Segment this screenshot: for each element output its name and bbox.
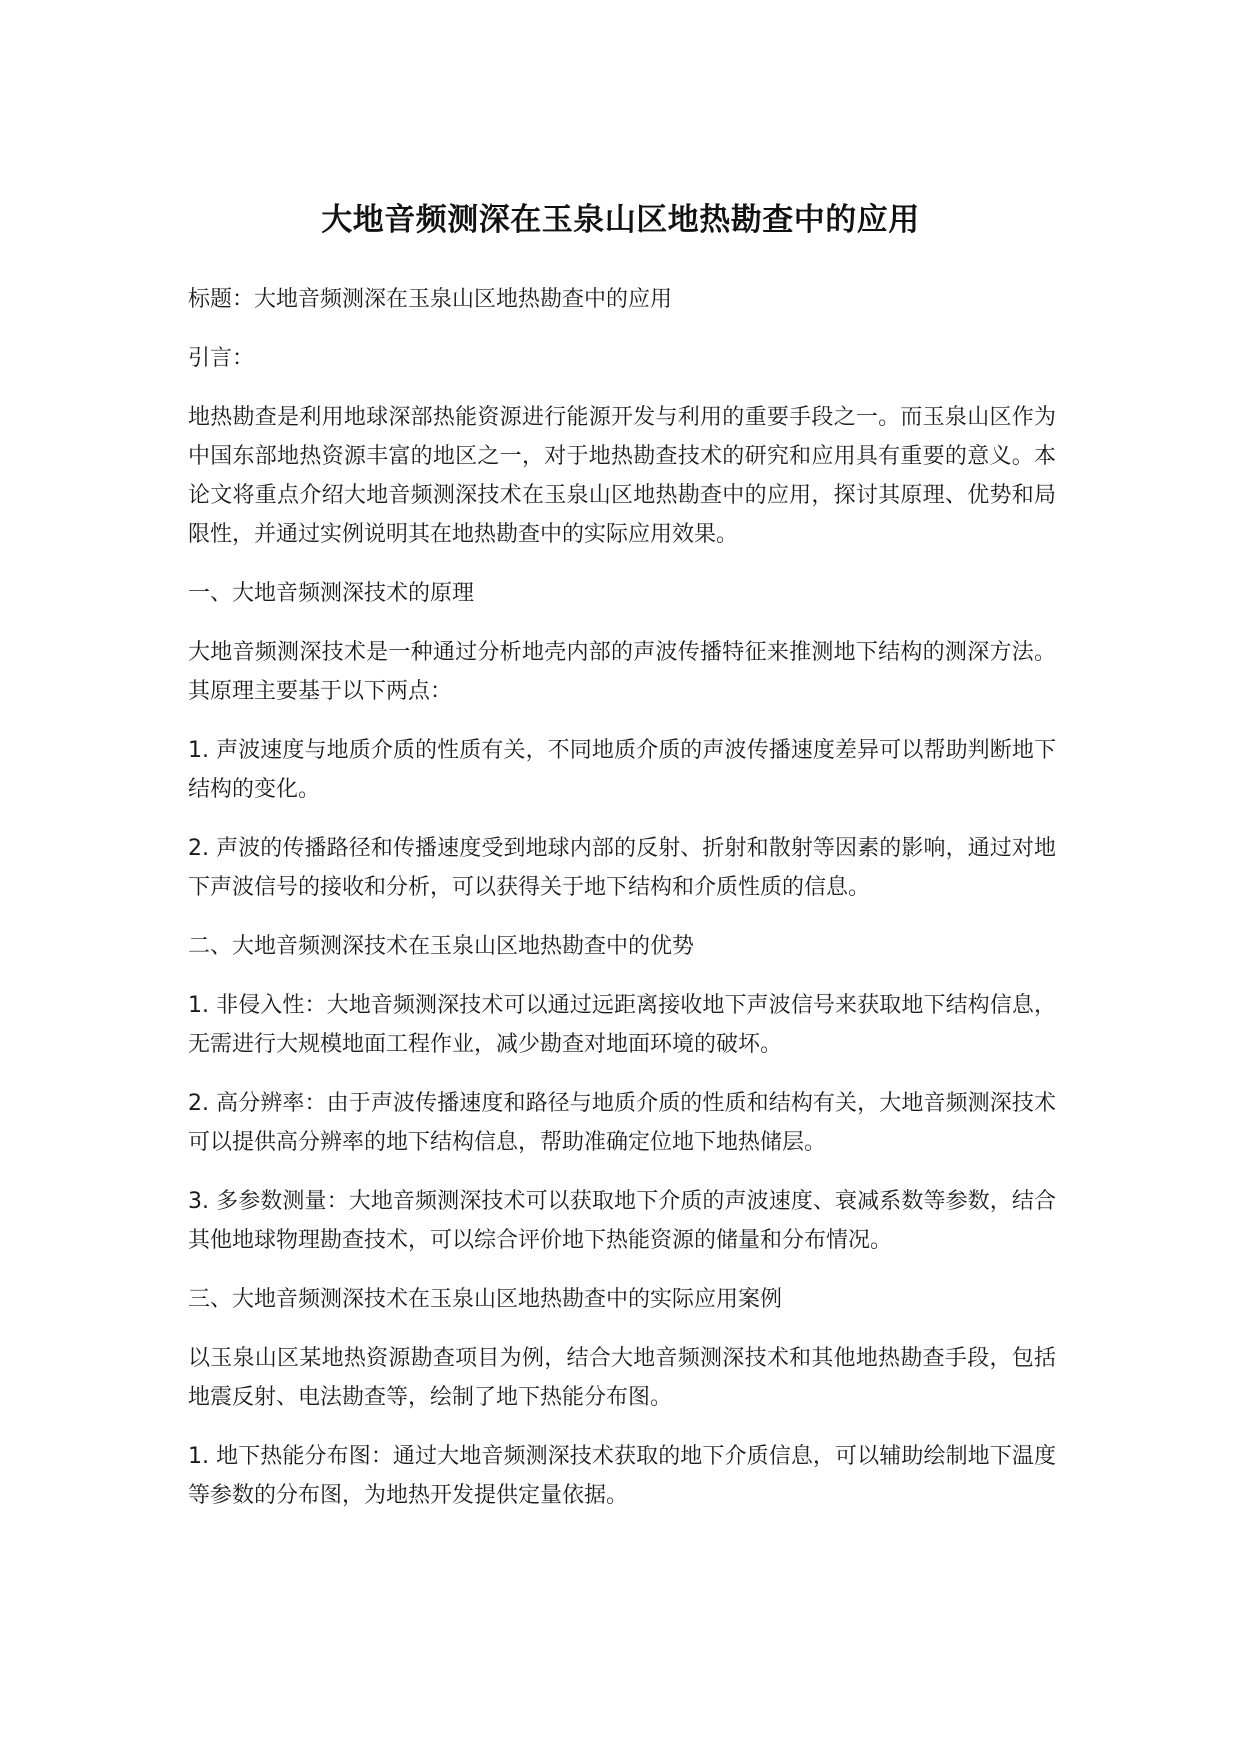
section-1-point-2: 2. 声波的传播路径和传播速度受到地球内部的反射、折射和散射等因素的影响，通过对地下声波信号的接收和分析，可以获得关于地下结构和介质性质的信息。 bbox=[188, 836, 1056, 900]
section-2-point-1: 1. 非侵入性：大地音频测深技术可以通过远距离接收地下声波信号来获取地下结构信息，无需进行大规模地面工程作业，减少勘查对地面环境的破坏。 bbox=[188, 993, 1056, 1057]
document-body bbox=[188, 280, 1056, 1535]
section-2-point-2: 2. 高分辨率：由于声波传播速度和路径与地质介质的性质和结构有关，大地音频测深技术可以提供高分辨率的地下结构信息，帮助准确定位地下地热储层。 bbox=[188, 1091, 1056, 1155]
document-title: 大地音频测深在玉泉山区地热勘查中的应用 bbox=[321, 201, 920, 238]
title-line-paragraph: 标题：大地音频测深在玉泉山区地热勘查中的应用 bbox=[188, 287, 673, 312]
section-1-heading: 一、大地音频测深技术的原理 bbox=[188, 581, 475, 606]
section-2-heading: 二、大地音频测深技术在玉泉山区地热勘查中的优势 bbox=[188, 934, 695, 959]
section-2-point-3: 3. 多参数测量：大地音频测深技术可以获取地下介质的声波速度、衰减系数等参数，结合其他地球物理勘查技术，可以综合评价地下热能资源的储量和分布情况。 bbox=[188, 1189, 1056, 1253]
introduction-paragraph: 地热勘查是利用地球深部热能资源进行能源开发与利用的重要手段之一。而玉泉山区作为中国东部地热资源丰富的地区之一，对于地热勘查技术的研究和应用具有重要的意义。本论文将重点介绍大地音频测深技术在玉泉山区地热勘查中的应用，探讨其原理、优势和局限性，并通过实例说明其在地热勘查中的实际应用效果。 bbox=[188, 405, 1056, 547]
section-3-heading: 三、大地音频测深技术在玉泉山区地热勘查中的实际应用案例 bbox=[188, 1287, 783, 1312]
section-1-point-1: 1. 声波速度与地质介质的性质有关，不同地质介质的声波传播速度差异可以帮助判断地下结构的变化。 bbox=[188, 738, 1056, 802]
introduction-heading: 引言： bbox=[188, 346, 255, 371]
section-3-paragraph: 以玉泉山区某地热资源勘查项目为例，结合大地音频测深技术和其他地热勘查手段，包括地震反射、电法勘查等，绘制了地下热能分布图。 bbox=[188, 1346, 1056, 1410]
section-3-point-1: 1. 地下热能分布图：通过大地音频测深技术获取的地下介质信息，可以辅助绘制地下温度等参数的分布图，为地热开发提供定量依据。 bbox=[188, 1444, 1056, 1508]
section-1-paragraph: 大地音频测深技术是一种通过分析地壳内部的声波传播特征来推测地下结构的测深方法。其原理主要基于以下两点： bbox=[188, 640, 1056, 704]
